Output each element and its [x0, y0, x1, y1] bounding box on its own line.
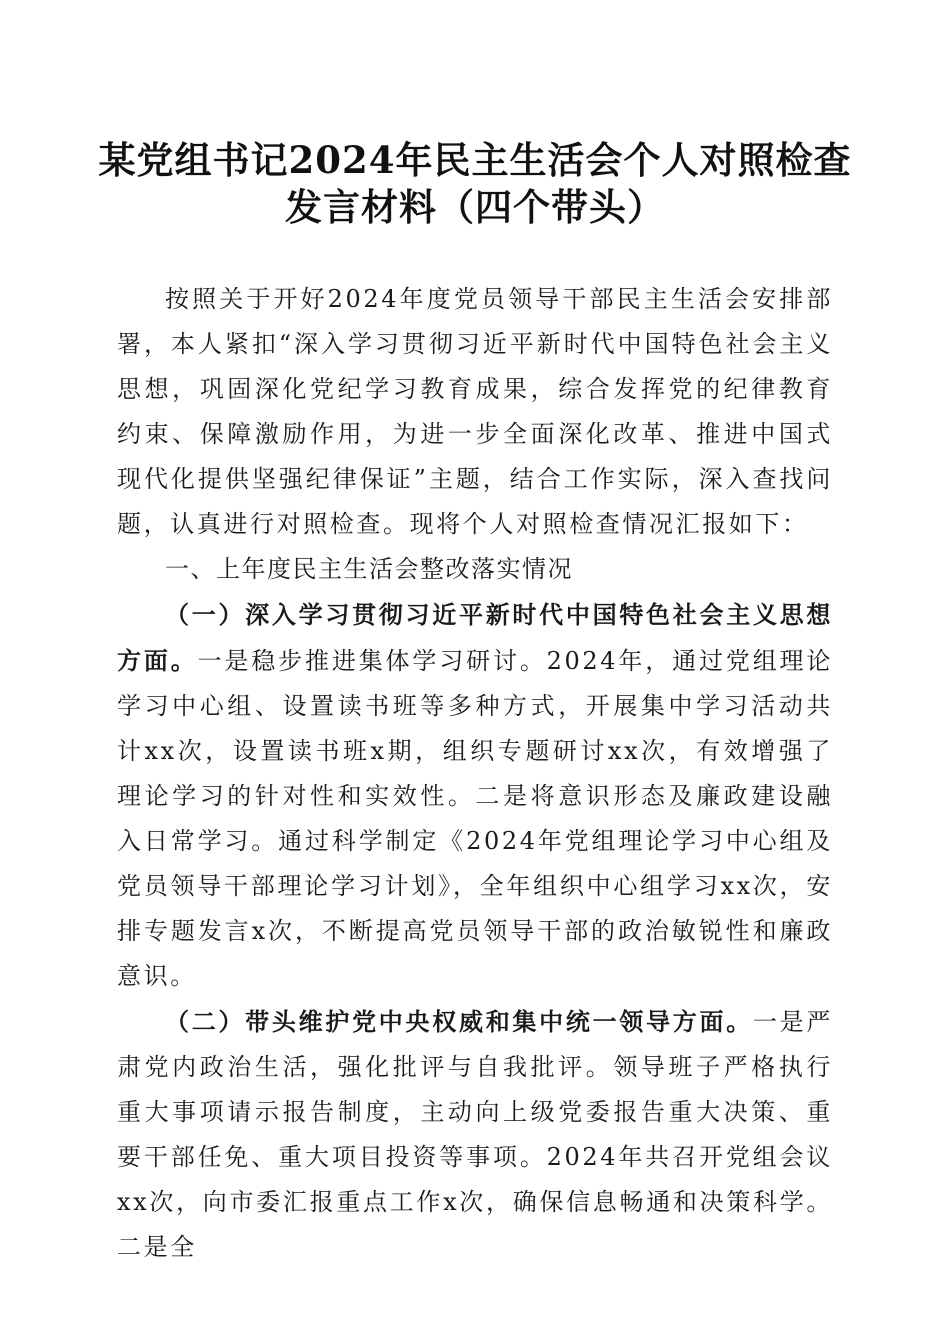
subsection-2-heading: （二）带头维护党中央权威和集中统一领导方面。: [165, 1007, 753, 1036]
document-body: [117, 277, 833, 1270]
subsection-1-body: 一是稳步推进集体学习研讨。2024年，通过党组理论学习中心组、设置读书班等多种方式，开展集中学习活动共计xx次，设置读书班x期，组织专题研讨xx次，有效增强了理论学习的针对性和实效性。二是将意识形态及廉政建设融入日常学习。通过科学制定《2024年党组理论学习中心组及党员领导干部理论学习计划》，全年组织中心组学习xx次，安排专题发言x次，不断提高党员领导干部的政治敏锐性和廉政意识。: [117, 647, 834, 990]
subsection-2-paragraph: [117, 999, 833, 1270]
document-title-line-1: 某党组书记2024年民主生活会个人对照检查: [98, 138, 852, 182]
subsection-1-paragraph: [117, 592, 833, 999]
document-title-line-2: 发言材料（四个带头）: [285, 185, 665, 229]
subsection-2-body: 一是严肃党内政治生活，强化批评与自我批评。领导班子严格执行重大事项请示报告制度，主动向上级党委报告重大决策、重要干部任免、重大项目投资等事项。2024年共召开党组会议xx次，向市委汇报重点工作x次，确保信息畅通和决策科学。二是全: [117, 1008, 833, 1261]
subsection-1-heading: （一）深入学习贯彻习近平新时代中国特色社会主义思想方面。: [117, 600, 833, 675]
intro-paragraph: 按照关于开好2024年度党员领导干部民主生活会安排部署，本人紧扣“深入学习贯彻习近平新时代中国特色社会主义思想，巩固深化党纪学习教育成果，综合发挥党的纪律教育约束、保障激励作用，为进一步全面深化改革、推进中国式现代化提供坚强纪律保证”主题，结合工作实际，深入查找问题，认真进行对照检查。现将个人对照检查情况汇报如下：: [117, 285, 833, 538]
section-1-heading: 一、上年度民主生活会整改落实情况: [165, 555, 573, 583]
